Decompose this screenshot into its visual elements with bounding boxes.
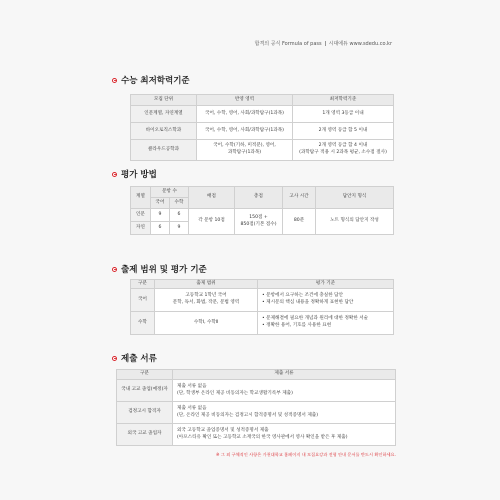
criteria-line: (과학탐구 적용 시 2과목 평균, 소수점 절사) — [299, 150, 387, 155]
table-row — [131, 209, 394, 222]
th-math: 수학 — [170, 198, 189, 209]
time-cell: 80분 — [283, 209, 316, 235]
score-cell: 각 문항 10점 — [189, 209, 235, 235]
total-line: 150점 + — [249, 214, 268, 220]
unit-cell: 자연 — [131, 222, 151, 235]
korean-count-cell: 9 — [151, 209, 170, 222]
th-criteria: 평가 기준 — [258, 280, 394, 289]
table-row — [131, 106, 394, 123]
documents-line: 외국 고등학교 졸업증명서 및 성적증명서 제출 — [177, 427, 269, 433]
category-cell: 검정고시 합격자 — [117, 402, 173, 424]
format-cell: 노트 형식의 답안지 작성 — [316, 209, 394, 235]
table-row — [117, 402, 396, 424]
range-line: 고등학교 1학년 국어 — [185, 293, 227, 299]
criteria-line: • 정확한 용어, 기호를 사용한 표현 — [262, 323, 332, 328]
documents-cell — [173, 380, 396, 402]
table-header-row — [117, 370, 396, 380]
documents-cell — [173, 424, 396, 446]
criteria-cell: 1개 영역 3등급 이내 — [293, 106, 394, 123]
korean-count-cell: 6 — [151, 222, 170, 235]
section-title-scope — [112, 263, 207, 275]
section-title-text: 제출 서류 — [121, 354, 157, 364]
th-unit: 모집 단위 — [131, 95, 197, 106]
documents-line: (단, 학생부 온라인 제공 비동의자는 학교생활기록부 제출) — [177, 390, 293, 396]
area-cell: 국어, 수학, 영어, 사회/과학탐구(1과목) — [197, 106, 293, 123]
header-site: 시대에듀 www.sdedu.co.kr — [328, 41, 392, 47]
th-total: 총점 — [235, 187, 283, 209]
th-category: 구분 — [117, 370, 173, 380]
bullet-circle-icon — [112, 78, 117, 83]
table-header-row — [131, 95, 394, 106]
math-count-cell: 9 — [170, 222, 189, 235]
documents-line: (단, 온라인 제공 비동의자는 검정고시 합격증명서 및 성적증명서 제출) — [177, 412, 318, 418]
documents-line: 제출 서류 없음 — [177, 405, 207, 411]
category-cell: 국내 고교 졸업(예정)자 — [117, 380, 173, 402]
range-cell: 수학Ⅰ, 수학Ⅱ — [155, 312, 258, 335]
documents-line: (아포스티유 확인 또는 고등학교 소재국의 한국 영사관에서 영사 확인을 받은 후 제출) — [177, 434, 348, 440]
documents-line: 제출 서류 없음 — [177, 383, 207, 389]
table-header-row — [131, 187, 394, 198]
footnote: ※ 그 외 구체적인 사항은 가천대학교 홈페이지 내 모집요강과 전형 안내 문서를 반드시 확인하세요. — [216, 452, 396, 457]
min-score-table — [130, 94, 394, 161]
table-row — [117, 424, 396, 446]
criteria-cell — [258, 312, 394, 335]
unit-cell: 바이오로직스학과 — [131, 123, 197, 140]
header-divider — [325, 41, 326, 46]
area-cell — [197, 140, 293, 161]
header-tagline: 합격의 공식 Formula of pass — [254, 41, 322, 47]
criteria-line: • 제시문의 핵심 내용을 정확하게 표현한 답안 — [262, 300, 354, 305]
th-unit: 계열 — [131, 187, 151, 209]
total-cell — [235, 209, 283, 235]
th-area: 반영 영역 — [197, 95, 293, 106]
section-title-text: 평가 방법 — [121, 170, 157, 180]
category-cell: 외국 고교 졸업자 — [117, 424, 173, 446]
criteria-cell: 2개 영역 등급 합 5 이내 — [293, 123, 394, 140]
scope-table — [130, 279, 394, 335]
unit-cell: 인문 — [131, 209, 151, 222]
page-header — [255, 40, 392, 47]
criteria-cell — [258, 289, 394, 312]
table-row — [131, 289, 394, 312]
table-header-row — [131, 280, 394, 289]
table-row — [131, 140, 394, 161]
th-count: 문항 수 — [151, 187, 189, 198]
math-count-cell: 6 — [170, 209, 189, 222]
area-line: 국어, 수학(기하, 미적분), 영어, — [213, 143, 276, 149]
section-title-text: 수능 최저학력기준 — [121, 76, 190, 86]
evaluation-table — [130, 186, 394, 235]
th-time: 고사 시간 — [283, 187, 316, 209]
total-line: 850점(기본 점수) — [240, 221, 277, 227]
range-cell — [155, 289, 258, 312]
category-cell: 국어 — [131, 289, 155, 312]
th-documents: 제출 서류 — [173, 370, 396, 380]
th-korean: 국어 — [151, 198, 170, 209]
area-line: 과학탐구(1과목) — [227, 150, 262, 155]
range-line: 문학, 독서, 화법, 작문, 문법 영역 — [172, 300, 240, 305]
section-title-documents — [112, 352, 157, 364]
bullet-circle-icon — [112, 267, 117, 272]
criteria-line: 2개 영역 등급 합 4 이내 — [318, 143, 368, 149]
bullet-circle-icon — [112, 172, 117, 177]
th-criteria: 최저학력기준 — [293, 95, 394, 106]
area-cell: 국어, 수학, 영어, 사회/과학탐구(1과목) — [197, 123, 293, 140]
unit-cell: 인문계열, 자연계열 — [131, 106, 197, 123]
documents-table — [116, 369, 396, 446]
th-format: 답안지 형식 — [316, 187, 394, 209]
table-row — [117, 380, 396, 402]
table-row — [131, 312, 394, 335]
criteria-line: • 문항에서 요구하는 조건에 충실한 답안 — [262, 293, 344, 299]
section-title-text: 출제 범위 및 평가 기준 — [121, 265, 207, 275]
th-category: 구분 — [131, 280, 155, 289]
unit-cell: 클라우드공학과 — [131, 140, 197, 161]
criteria-cell — [293, 140, 394, 161]
category-cell: 수학 — [131, 312, 155, 335]
section-title-evaluation — [112, 168, 157, 180]
th-score: 배점 — [189, 187, 235, 209]
table-row — [131, 123, 394, 140]
bullet-circle-icon — [112, 356, 117, 361]
criteria-line: • 문제해결에 필요한 개념과 원리에 대한 정확한 서술 — [262, 316, 369, 322]
documents-cell — [173, 402, 396, 424]
th-range: 출제 범위 — [155, 280, 258, 289]
section-title-min-score — [112, 74, 190, 86]
